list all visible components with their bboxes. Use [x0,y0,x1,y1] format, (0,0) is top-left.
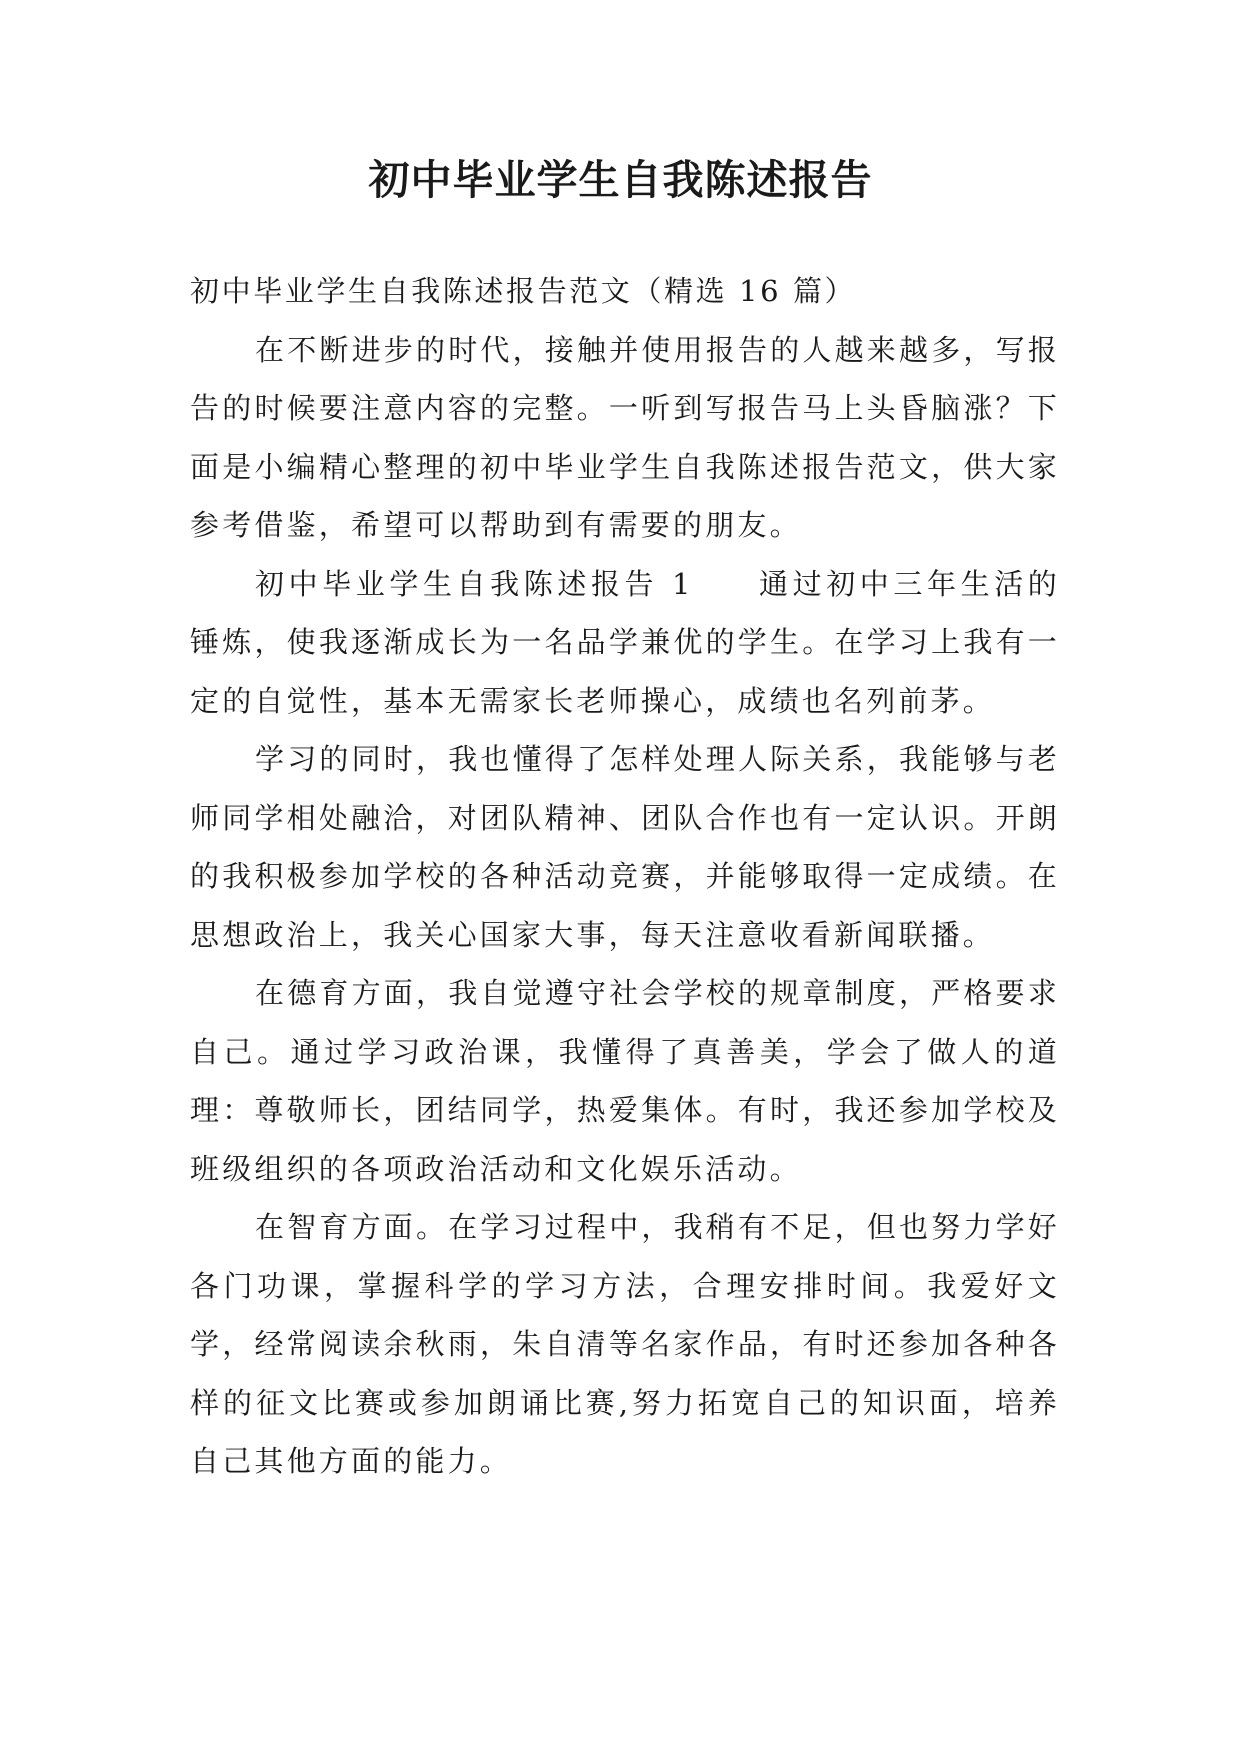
moral-education-paragraph: 在德育方面，我自觉遵守社会学校的规章制度，严格要求自己。通过学习政治课，我懂得了真善美，学会了做人的道理：尊敬师长，团结同学，热爱集体。有时，我还参加学校及班级组织的各项政治活动和文化娱乐活动。 [190,976,1061,1186]
document-title: 初中毕业学生自我陈述报告 [368,156,873,204]
document-subtitle: 初中毕业学生自我陈述报告范文（精选 16 篇） [190,274,857,308]
intro-paragraph: 在不断进步的时代，接触并使用报告的人越来越多，写报告的时候要注意内容的完整。一听到写报告马上头昏脑涨？下面是小编精心整理的初中毕业学生自我陈述报告范文，供大家参考借鉴，希望可以帮助到有需要的朋友。 [190,332,1061,542]
document-body [190,262,1060,1491]
section-1-lead-text: 通过初中三年生活的锤炼，使我逐渐成长为一名品学兼优的学生。在学习上我有一定的自觉性，基本无需家长老师操心，成绩也名列前茅。 [190,566,1060,718]
section-1-heading: 初中毕业学生自我陈述报告 1 [255,566,694,601]
social-paragraph: 学习的同时，我也懂得了怎样处理人际关系，我能够与老师同学相处融洽，对团队精神、团队合作也有一定认识。开朗的我积极参加学校的各种活动竞赛，并能够取得一定成绩。在思想政治上，我关心国家大事，每天注意收看新闻联播。 [190,742,1061,952]
section-1-paragraph [190,555,1060,731]
intellectual-education-paragraph: 在智育方面。在学习过程中，我稍有不足，但也努力学好各门功课，掌握科学的学习方法，合理安排时间。我爱好文学，经常阅读余秋雨，朱自清等名家作品，有时还参加各种各样的征文比赛或参加朗诵比赛,努力拓宽自己的知识面，培养自己其他方面的能力。 [190,1210,1061,1478]
